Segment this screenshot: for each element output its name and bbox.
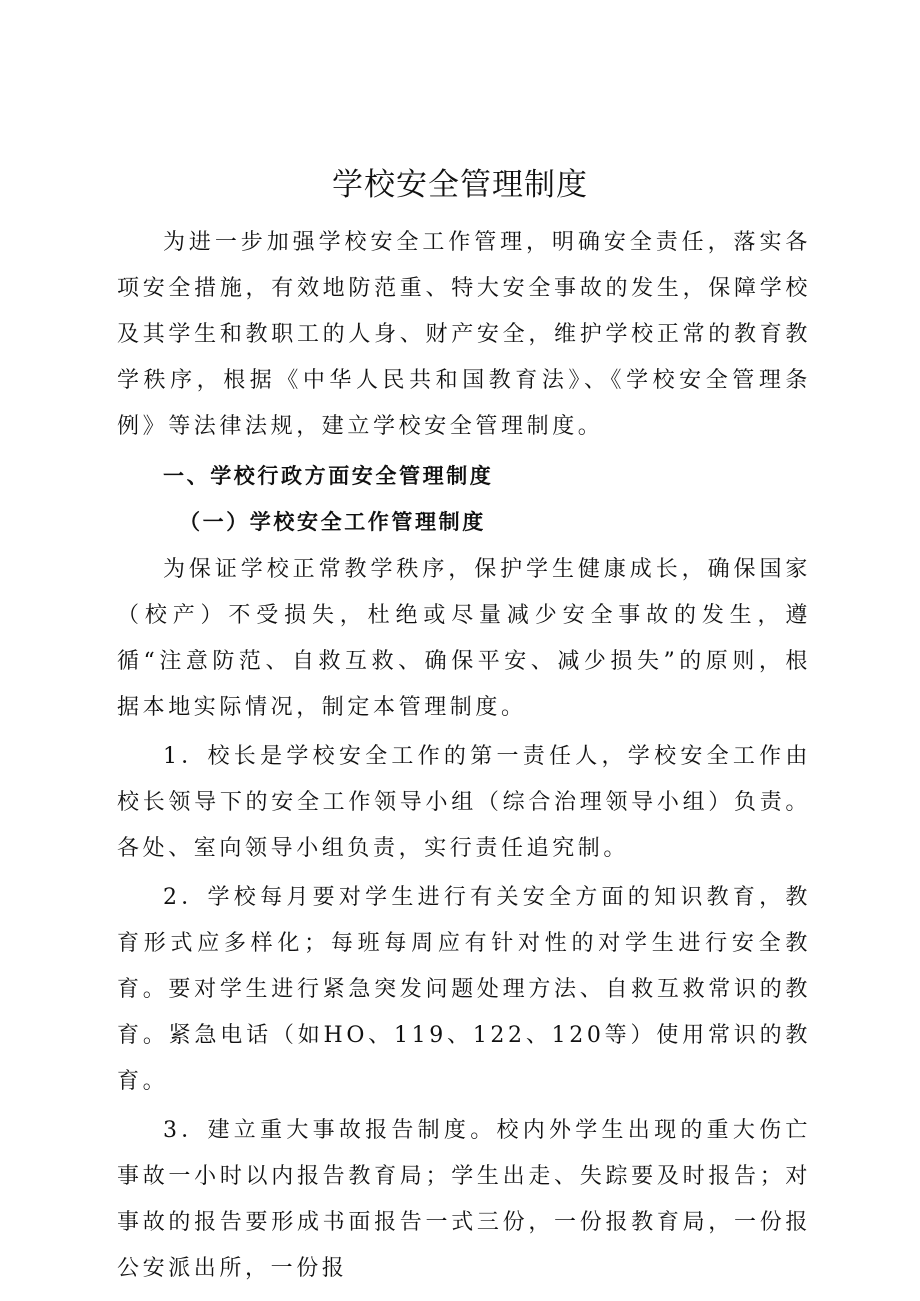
subsection-heading: （一）学校安全工作管理制度 — [179, 510, 486, 534]
subsection-intro-paragraph: 为保证学校正常教学秩序，保护学生健康成长，确保国家（校产）不受损失，杜绝或尽量减少安全事故的发生，遵循“注意防范、自救互救、确保平安、减少损失”的原则，根据本地实际情况，制定本管理制度。 — [117, 557, 811, 720]
list-item-3: 3．建立重大事故报告制度。校内外学生出现的重大伤亡事故一小时以内报告教育局；学生出走、失踪要及时报告；对事故的报告要形成书面报告一式三份，一份报教育局，一份报公安派出所，一份报 — [117, 1118, 811, 1281]
section-heading: 一、学校行政方面安全管理制度 — [163, 464, 494, 488]
list-item-1: 1．校长是学校安全工作的第一责任人，学校安全工作由校长领导下的安全工作领导小组（综合治理领导小组）负责。各处、室向领导小组负责，实行责任追究制。 — [117, 744, 811, 861]
document-title: 学校安全管理制度 — [332, 167, 588, 203]
list-item-2: 2．学校每月要对学生进行有关安全方面的知识教育，教育形式应多样化；每班每周应有针对性的对学生进行安全教育。要对学生进行紧急突发问题处理方法、自救互救常识的教育。紧急电话（如HO、119、122、120等）使用常识的教育。 — [117, 885, 811, 1094]
document-body — [117, 220, 811, 1292]
intro-paragraph: 为进一步加强学校安全工作管理，明确安全责任，落实各项安全措施，有效地防范重、特大安全事故的发生，保障学校及其学生和教职工的人身、财产安全，维护学校正常的教育教学秩序，根据《中华人民共和国教育法》、《学校安全管理条例》等法律法规，建立学校安全管理制度。 — [117, 230, 811, 439]
